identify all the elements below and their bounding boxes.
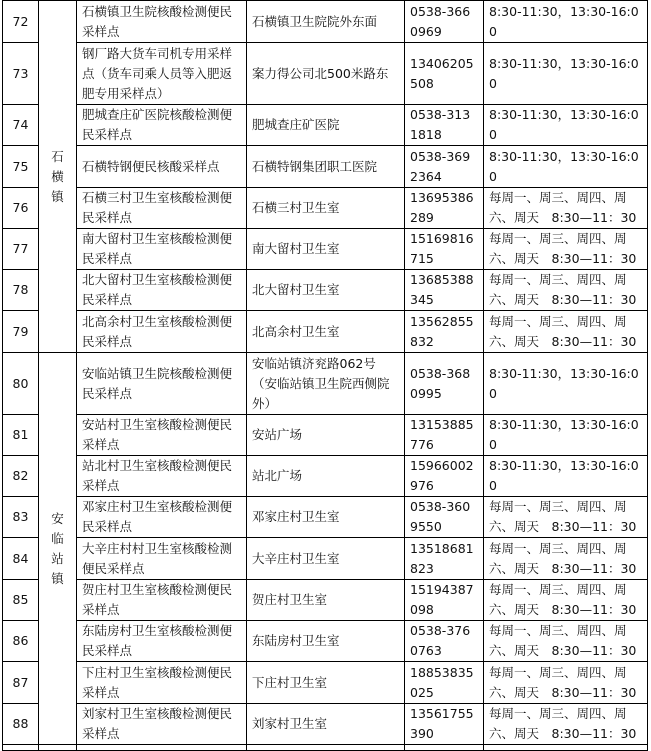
site-name: 钢厂路大货车司机专用采样点（货车司乘人员等入肥返肥专用采样点） (77, 43, 247, 105)
service-hours: 每周一、周三、周四、周六、周天 8:30—11：30 (484, 704, 648, 745)
town-name: 安临站镇 (51, 510, 64, 586)
site-address: 东陆房村卫生室 (247, 621, 405, 662)
row-number: 83 (3, 497, 39, 538)
contact-phone: 0538-3692364 (405, 146, 484, 188)
service-hours: 每周一、周三、周四、周六、周天 8:30—11：30 (484, 662, 648, 704)
site-name: 石横镇卫生院核酸检测便民采样点 (77, 1, 247, 43)
site-address: 南大留村卫生室 (247, 229, 405, 270)
row-number: 85 (3, 580, 39, 621)
service-hours: 每周一、周三、周四、周六、周天 8:30—11：30 (484, 311, 648, 353)
site-name: 站北村卫生室核酸检测便民采样点 (77, 456, 247, 497)
table-row (3, 1, 648, 43)
cut-off-cell (405, 745, 484, 751)
row-number: 77 (3, 229, 39, 270)
site-name: 刘家村卫生室核酸检测便民采样点 (77, 704, 247, 745)
contact-phone: 0538-3680995 (405, 353, 484, 415)
cut-off-cell (484, 745, 648, 751)
site-address: 案力得公司北500米路东 (247, 43, 405, 105)
site-address: 北高余村卫生室 (247, 311, 405, 353)
site-address: 北大留村卫生室 (247, 270, 405, 311)
service-hours: 每周一、周三、周四、周六、周天 8:30—11：30 (484, 621, 648, 662)
contact-phone: 0538-3660969 (405, 1, 484, 43)
service-hours: 8:30-11:30，13:30-16:00 (484, 146, 648, 188)
service-hours: 每周一、周三、周四、周六、周天 8:30—11：30 (484, 188, 648, 229)
row-number: 81 (3, 415, 39, 456)
site-name: 石横三村卫生室核酸检测便民采样点 (77, 188, 247, 229)
row-number: 87 (3, 662, 39, 704)
site-name: 邓家庄村卫生室核酸检测便民采样点 (77, 497, 247, 538)
contact-phone: 13153885776 (405, 415, 484, 456)
table-row (3, 662, 648, 704)
row-number: 74 (3, 105, 39, 146)
row-number: 80 (3, 353, 39, 415)
row-number: 84 (3, 538, 39, 580)
service-hours: 8:30-11:30，13:30-16:00 (484, 1, 648, 43)
service-hours: 每周一、周三、周四、周六、周天 8:30—11：30 (484, 229, 648, 270)
service-hours: 8:30-11:30，13:30-16:00 (484, 456, 648, 497)
site-name: 安站村卫生室核酸检测便民采样点 (77, 415, 247, 456)
table-row (3, 415, 648, 456)
row-number: 82 (3, 456, 39, 497)
service-hours: 每周一、周三、周四、周六、周天 8:30—11：30 (484, 580, 648, 621)
contact-phone: 13562855832 (405, 311, 484, 353)
site-name: 贺庄村卫生室核酸检测便民采样点 (77, 580, 247, 621)
site-address: 肥城查庄矿医院 (247, 105, 405, 146)
service-hours: 8:30-11:30，13:30-16:00 (484, 353, 648, 415)
cut-off-cell (39, 745, 77, 751)
row-number: 72 (3, 1, 39, 43)
town-cell (39, 353, 77, 745)
contact-phone: 18853835025 (405, 662, 484, 704)
testing-sites-table (2, 0, 648, 751)
town-cell (39, 1, 77, 353)
site-address: 石横镇卫生院院外东面 (247, 1, 405, 43)
table-row (3, 105, 648, 146)
site-address: 大辛庄村卫生室 (247, 538, 405, 580)
cut-off-cell (3, 745, 39, 751)
table-row (3, 43, 648, 105)
site-address: 下庄村卫生室 (247, 662, 405, 704)
site-address: 刘家村卫生室 (247, 704, 405, 745)
row-number: 73 (3, 43, 39, 105)
service-hours: 8:30-11:30，13:30-16:00 (484, 43, 648, 105)
service-hours: 8:30-11:30，13:30-16:00 (484, 105, 648, 146)
contact-phone: 13518681823 (405, 538, 484, 580)
table-row (3, 146, 648, 188)
site-name: 东陆房村卫生室核酸检测便民采样点 (77, 621, 247, 662)
row-number: 78 (3, 270, 39, 311)
row-number: 88 (3, 704, 39, 745)
contact-phone: 15966002976 (405, 456, 484, 497)
table-row (3, 580, 648, 621)
table-row (3, 621, 648, 662)
site-address: 石横三村卫生室 (247, 188, 405, 229)
cut-off-cell (247, 745, 405, 751)
table-row (3, 229, 648, 270)
table-row (3, 704, 648, 745)
site-address: 石横特钢集团职工医院 (247, 146, 405, 188)
row-number: 76 (3, 188, 39, 229)
contact-phone: 13685388345 (405, 270, 484, 311)
contact-phone: 13561755390 (405, 704, 484, 745)
contact-phone: 15194387098 (405, 580, 484, 621)
row-number: 75 (3, 146, 39, 188)
town-name: 石横镇 (51, 148, 64, 204)
contact-phone: 0538-3131818 (405, 105, 484, 146)
site-address: 贺庄村卫生室 (247, 580, 405, 621)
service-hours: 每周一、周三、周四、周六、周天 8:30—11：30 (484, 538, 648, 580)
service-hours: 8:30-11:30，13:30-16:00 (484, 415, 648, 456)
table-row (3, 353, 648, 415)
row-number: 79 (3, 311, 39, 353)
site-name: 北大留村卫生室核酸检测便民采样点 (77, 270, 247, 311)
cut-off-cell (77, 745, 247, 751)
contact-phone: 13695386289 (405, 188, 484, 229)
contact-phone: 0538-3760763 (405, 621, 484, 662)
contact-phone: 13406205508 (405, 43, 484, 105)
site-name: 肥城查庄矿医院核酸检测便民采样点 (77, 105, 247, 146)
table-row (3, 538, 648, 580)
table-body (3, 1, 648, 751)
site-address: 邓家庄村卫生室 (247, 497, 405, 538)
table-row (3, 497, 648, 538)
site-name: 安临站镇卫生院核酸检测便民采样点 (77, 353, 247, 415)
table-row (3, 311, 648, 353)
table-row (3, 270, 648, 311)
contact-phone: 15169816715 (405, 229, 484, 270)
table-row-continued (3, 745, 648, 751)
site-name: 南大留村卫生室核酸检测便民采样点 (77, 229, 247, 270)
site-address: 安站广场 (247, 415, 405, 456)
row-number: 86 (3, 621, 39, 662)
site-name: 下庄村卫生室核酸检测便民采样点 (77, 662, 247, 704)
service-hours: 每周一、周三、周四、周六、周天 8:30—11：30 (484, 497, 648, 538)
site-address: 安临站镇济兖路062号（安临站镇卫生院西侧院外） (247, 353, 405, 415)
table-row (3, 456, 648, 497)
site-name: 大辛庄村村卫生室核酸检测便民采样点 (77, 538, 247, 580)
site-name: 北高余村卫生室核酸检测便民采样点 (77, 311, 247, 353)
contact-phone: 0538-3609550 (405, 497, 484, 538)
service-hours: 每周一、周三、周四、周六、周天 8:30—11：30 (484, 270, 648, 311)
site-name: 石横特钢便民核酸采样点 (77, 146, 247, 188)
site-address: 站北广场 (247, 456, 405, 497)
table-row (3, 188, 648, 229)
